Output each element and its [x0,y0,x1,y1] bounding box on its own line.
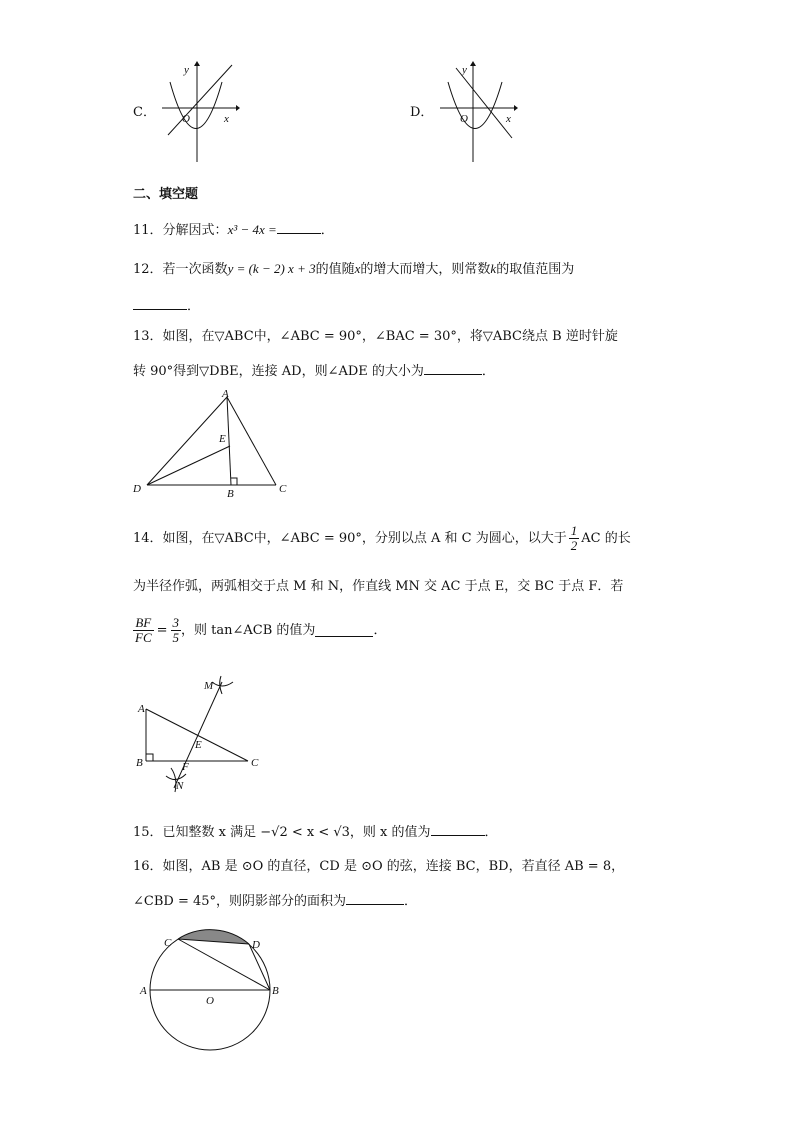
q13-text-line2: 转 90°得到▽DBE，连接 AD，则∠ADE 的大小为 [133,364,424,379]
q12-var-x: x [354,261,361,276]
q13-label-b: B [227,488,234,500]
q12-text2: 的值随 [315,262,355,277]
q15-answer-blank[interactable] [431,823,485,836]
q14-ratio-bf-fc: $\frac{BF}{FC}$ [135,614,152,645]
q13-line1 [133,330,618,343]
q16-answer-blank[interactable] [346,892,404,905]
q16-line1 [133,860,624,873]
q14-equals: = [156,622,168,638]
q12-formula: y = (k − 2) x + 3 [227,261,316,276]
q16-number: 16． [133,859,163,874]
question-12 [133,262,574,276]
q14-text-line1b: AC 的长 [581,530,631,546]
q16-label-o: O [206,995,214,1007]
question-15 [133,823,498,839]
q16-end: ． [404,894,418,909]
q16-figure [138,928,288,1053]
q12-end: ． [187,299,201,314]
q12-answer-blank[interactable] [133,297,187,310]
q16-text-line2: ∠CBD = 45°，则阴影部分的面积为 [133,894,347,909]
q13-label-a: A [222,388,229,400]
q11-prefix: 分解因式： [162,223,228,238]
q13-line2 [133,362,495,378]
q13-answer-blank[interactable] [424,362,482,375]
q13-label-d: D [133,483,141,495]
option-c-origin: O [182,113,190,125]
q12-text4: 的取值范围为 [496,262,575,277]
question-11 [133,221,334,237]
option-d-label: D． [410,105,434,120]
q16-text-line1: 如图，AB 是 ⊙O 的直径，CD 是 ⊙O 的弦，连接 BC，BD，若直径 AB = 8， [162,859,625,874]
q14-answer-blank[interactable] [315,624,373,637]
q12-text3: 的增大而增大，则常数 [360,262,491,277]
q12-answer-line [133,297,200,313]
option-d-axis-y: y [462,64,467,76]
q14-label-e: E [195,739,202,751]
q11-number: 11． [133,223,163,238]
q14-label-f: F [182,761,189,773]
q13-label-c: C [279,483,287,495]
option-d-axis-x: x [506,113,511,125]
q15-end: ． [484,825,498,840]
q14-ratio-value: $\frac{3}{5}$ [172,614,180,645]
option-c-label: C． [133,105,156,120]
q14-label-c: C [251,757,259,769]
q14-label-m: M [204,680,214,692]
q15-number: 15． [133,825,163,840]
q13-number: 13． [133,329,163,344]
q12-var-k: k [490,261,497,276]
q12-number: 12． [133,262,163,277]
section-heading: 二、填空题 [133,187,199,202]
option-c-graph [160,60,240,165]
q13-text-line1: 如图，在▽ABC中，∠ABC = 90°，∠BAC = 30°，将▽ABC绕点 B 逆时针旋 [162,329,618,344]
option-c-axis-y: y [184,64,189,76]
q16-label-c: C [164,937,172,949]
q14-number: 14． [133,530,163,546]
option-d-origin: O [460,113,468,125]
q14-fraction-half: $\frac{1}{2}$ [570,522,578,553]
q11-end: ． [320,223,334,238]
option-d-graph [438,60,520,165]
q13-end: ． [481,364,495,379]
q14-text-line1a: 如图，在▽ABC中，∠ABC = 90°，分别以点 A 和 C 为圆心，以大于 [162,530,567,546]
q15-text: 已知整数 x 满足 −√2 < x < √3，则 x 的值为 [162,825,431,840]
q14-line1 [133,521,631,555]
q16-label-a: A [140,985,147,997]
q14-label-a: A [138,703,145,715]
q13-figure [130,388,300,500]
q13-label-e: E [219,433,226,445]
q14-line3 [133,612,386,648]
q14-label-b: B [136,757,143,769]
q12-text1: 若一次函数 [162,262,228,277]
q16-label-d: D [252,939,260,951]
q14-text-line2: 为半径作弧，两弧相交于点 M 和 N，作直线 MN 交 AC 于点 E，交 BC 于点 F．若 [133,579,624,594]
q14-text-line3: ，则 tan∠ACB 的值为 [181,622,316,638]
q11-answer-blank[interactable] [277,221,321,234]
q14-figure [130,672,270,802]
q11-expression: x³ − 4x = [227,222,277,237]
q14-line2 [133,580,623,593]
q16-line2 [133,892,417,908]
q14-end: ． [373,622,387,638]
q14-label-n: N [176,780,184,792]
q16-label-b: B [272,985,279,997]
option-c-axis-x: x [224,113,229,125]
